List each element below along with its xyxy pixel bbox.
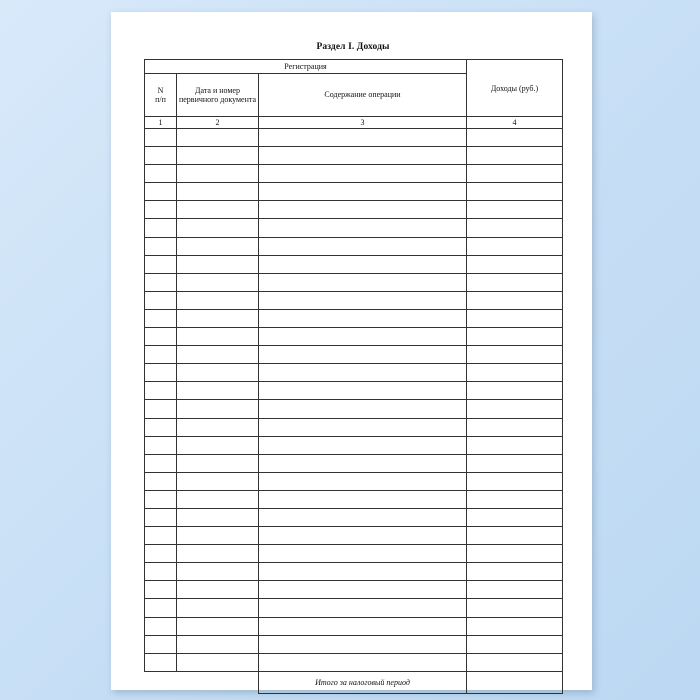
- table-header-group-row: [145, 60, 563, 74]
- header-operation: Содержание операции: [259, 74, 467, 117]
- cell-operation[interactable]: [259, 273, 467, 291]
- cell-operation[interactable]: [259, 201, 467, 219]
- table-row: [145, 201, 563, 219]
- total-label: Итого за налоговый период: [259, 671, 467, 693]
- cell-income[interactable]: [467, 400, 563, 418]
- cell-income[interactable]: [467, 527, 563, 545]
- table-body: [145, 129, 563, 672]
- total-spacer-doc: [177, 671, 259, 693]
- cell-income[interactable]: [467, 291, 563, 309]
- table-row: [145, 219, 563, 237]
- cell-number[interactable]: [145, 635, 177, 653]
- cell-operation[interactable]: [259, 309, 467, 327]
- cell-operation[interactable]: [259, 382, 467, 400]
- header-group-registration: Регистрация: [145, 60, 467, 74]
- header-number: [145, 74, 177, 117]
- cell-operation[interactable]: [259, 653, 467, 671]
- page-title: Раздел I. Доходы: [316, 42, 390, 52]
- table-row: [145, 364, 563, 382]
- cell-income[interactable]: [467, 328, 563, 346]
- cell-document[interactable]: [177, 382, 259, 400]
- table-row: [145, 273, 563, 291]
- cell-document[interactable]: [177, 147, 259, 165]
- header-document: Дата и номер первичного документа: [177, 74, 259, 117]
- cell-number[interactable]: [145, 328, 177, 346]
- cell-number[interactable]: [145, 364, 177, 382]
- table-row: [145, 617, 563, 635]
- cell-operation[interactable]: [259, 183, 467, 201]
- cell-income[interactable]: [467, 255, 563, 273]
- cell-income[interactable]: [467, 490, 563, 508]
- cell-number[interactable]: [145, 309, 177, 327]
- cell-number[interactable]: [145, 436, 177, 454]
- cell-document[interactable]: [177, 454, 259, 472]
- cell-document[interactable]: [177, 328, 259, 346]
- cell-income[interactable]: [467, 147, 563, 165]
- cell-operation[interactable]: [259, 508, 467, 526]
- cell-operation[interactable]: [259, 291, 467, 309]
- table-row: [145, 400, 563, 418]
- cell-number[interactable]: [145, 183, 177, 201]
- table-row: [145, 599, 563, 617]
- table-row: [145, 436, 563, 454]
- table-row: [145, 545, 563, 563]
- cell-document[interactable]: [177, 400, 259, 418]
- cell-income[interactable]: [467, 273, 563, 291]
- cell-income[interactable]: [467, 472, 563, 490]
- cell-document[interactable]: [177, 129, 259, 147]
- cell-document[interactable]: [177, 346, 259, 364]
- table-row: [145, 653, 563, 671]
- document-page: [111, 12, 592, 690]
- cell-number[interactable]: [145, 454, 177, 472]
- cell-number[interactable]: [145, 291, 177, 309]
- cell-document[interactable]: [177, 635, 259, 653]
- table-row: [145, 237, 563, 255]
- table-row: [145, 291, 563, 309]
- cell-operation[interactable]: [259, 635, 467, 653]
- cell-income[interactable]: [467, 545, 563, 563]
- cell-operation[interactable]: [259, 527, 467, 545]
- cell-number[interactable]: [145, 165, 177, 183]
- cell-document[interactable]: [177, 527, 259, 545]
- cell-document[interactable]: [177, 490, 259, 508]
- column-number-3: 3: [259, 117, 467, 129]
- cell-document[interactable]: [177, 508, 259, 526]
- income-ledger-table: [144, 59, 563, 694]
- cell-document[interactable]: [177, 472, 259, 490]
- cell-document[interactable]: [177, 436, 259, 454]
- column-number-2: 2: [177, 117, 259, 129]
- cell-document[interactable]: [177, 201, 259, 219]
- cell-income[interactable]: [467, 382, 563, 400]
- cell-document[interactable]: [177, 364, 259, 382]
- cell-number[interactable]: [145, 273, 177, 291]
- column-number-4: 4: [467, 117, 563, 129]
- cell-operation[interactable]: [259, 599, 467, 617]
- cell-operation[interactable]: [259, 617, 467, 635]
- cell-income[interactable]: [467, 653, 563, 671]
- cell-income[interactable]: [467, 617, 563, 635]
- cell-number[interactable]: [145, 219, 177, 237]
- cell-income[interactable]: [467, 581, 563, 599]
- cell-operation[interactable]: [259, 436, 467, 454]
- cell-number[interactable]: [145, 346, 177, 364]
- cell-document[interactable]: [177, 273, 259, 291]
- cell-number[interactable]: [145, 617, 177, 635]
- table-row: [145, 328, 563, 346]
- cell-operation[interactable]: [259, 563, 467, 581]
- cell-document[interactable]: [177, 653, 259, 671]
- column-number-1: 1: [145, 117, 177, 129]
- table-row: [145, 418, 563, 436]
- cell-document[interactable]: [177, 617, 259, 635]
- cell-income[interactable]: [467, 454, 563, 472]
- table-row: [145, 563, 563, 581]
- cell-operation[interactable]: [259, 364, 467, 382]
- header-number-line2: п/п: [155, 95, 166, 104]
- table-row: [145, 635, 563, 653]
- cell-operation[interactable]: [259, 400, 467, 418]
- cell-income[interactable]: [467, 309, 563, 327]
- table-row: [145, 309, 563, 327]
- cell-number[interactable]: [145, 147, 177, 165]
- cell-operation[interactable]: [259, 328, 467, 346]
- total-value[interactable]: [467, 671, 563, 693]
- table-column-numbers-row: [145, 117, 563, 129]
- table-row: [145, 382, 563, 400]
- table-row: [145, 165, 563, 183]
- table-footer: [145, 671, 563, 693]
- cell-income[interactable]: [467, 219, 563, 237]
- cell-number[interactable]: [145, 545, 177, 563]
- cell-operation[interactable]: [259, 147, 467, 165]
- table-row: [145, 147, 563, 165]
- cell-number[interactable]: [145, 237, 177, 255]
- cell-operation[interactable]: [259, 346, 467, 364]
- table-header: [145, 60, 563, 129]
- cell-number[interactable]: [145, 599, 177, 617]
- cell-income[interactable]: [467, 436, 563, 454]
- cell-operation[interactable]: [259, 255, 467, 273]
- table-row: [145, 527, 563, 545]
- cell-document[interactable]: [177, 563, 259, 581]
- document-content: [144, 42, 562, 694]
- cell-number[interactable]: [145, 201, 177, 219]
- cell-document[interactable]: [177, 291, 259, 309]
- header-income: Доходы (руб.): [467, 60, 563, 117]
- cell-operation[interactable]: [259, 490, 467, 508]
- table-row: [145, 490, 563, 508]
- cell-income[interactable]: [467, 508, 563, 526]
- cell-number[interactable]: [145, 490, 177, 508]
- cell-income[interactable]: [467, 364, 563, 382]
- cell-operation[interactable]: [259, 219, 467, 237]
- cell-document[interactable]: [177, 237, 259, 255]
- cell-document[interactable]: [177, 183, 259, 201]
- table-row: [145, 472, 563, 490]
- cell-income[interactable]: [467, 201, 563, 219]
- cell-document[interactable]: [177, 309, 259, 327]
- cell-operation[interactable]: [259, 545, 467, 563]
- cell-number[interactable]: [145, 129, 177, 147]
- table-row: [145, 129, 563, 147]
- table-row: [145, 581, 563, 599]
- cell-number[interactable]: [145, 400, 177, 418]
- table-row: [145, 454, 563, 472]
- cell-number[interactable]: [145, 653, 177, 671]
- cell-income[interactable]: [467, 418, 563, 436]
- cell-number[interactable]: [145, 382, 177, 400]
- cell-number[interactable]: [145, 581, 177, 599]
- cell-number[interactable]: [145, 508, 177, 526]
- cell-income[interactable]: [467, 237, 563, 255]
- cell-income[interactable]: [467, 165, 563, 183]
- cell-income[interactable]: [467, 599, 563, 617]
- cell-operation[interactable]: [259, 454, 467, 472]
- cell-number[interactable]: [145, 563, 177, 581]
- cell-document[interactable]: [177, 599, 259, 617]
- cell-number[interactable]: [145, 418, 177, 436]
- cell-income[interactable]: [467, 183, 563, 201]
- table-row: [145, 183, 563, 201]
- cell-number[interactable]: [145, 472, 177, 490]
- cell-operation[interactable]: [259, 165, 467, 183]
- cell-operation[interactable]: [259, 237, 467, 255]
- total-row: [145, 671, 563, 693]
- cell-document[interactable]: [177, 219, 259, 237]
- cell-operation[interactable]: [259, 472, 467, 490]
- cell-document[interactable]: [177, 165, 259, 183]
- cell-document[interactable]: [177, 255, 259, 273]
- cell-number[interactable]: [145, 527, 177, 545]
- cell-document[interactable]: [177, 545, 259, 563]
- cell-income[interactable]: [467, 563, 563, 581]
- total-spacer-n: [145, 671, 177, 693]
- cell-number[interactable]: [145, 255, 177, 273]
- cell-document[interactable]: [177, 418, 259, 436]
- cell-income[interactable]: [467, 635, 563, 653]
- cell-operation[interactable]: [259, 418, 467, 436]
- cell-income[interactable]: [467, 346, 563, 364]
- table-row: [145, 508, 563, 526]
- cell-operation[interactable]: [259, 581, 467, 599]
- cell-document[interactable]: [177, 581, 259, 599]
- table-row: [145, 255, 563, 273]
- header-number-line1: N: [157, 85, 164, 95]
- cell-income[interactable]: [467, 129, 563, 147]
- table-row: [145, 346, 563, 364]
- cell-operation[interactable]: [259, 129, 467, 147]
